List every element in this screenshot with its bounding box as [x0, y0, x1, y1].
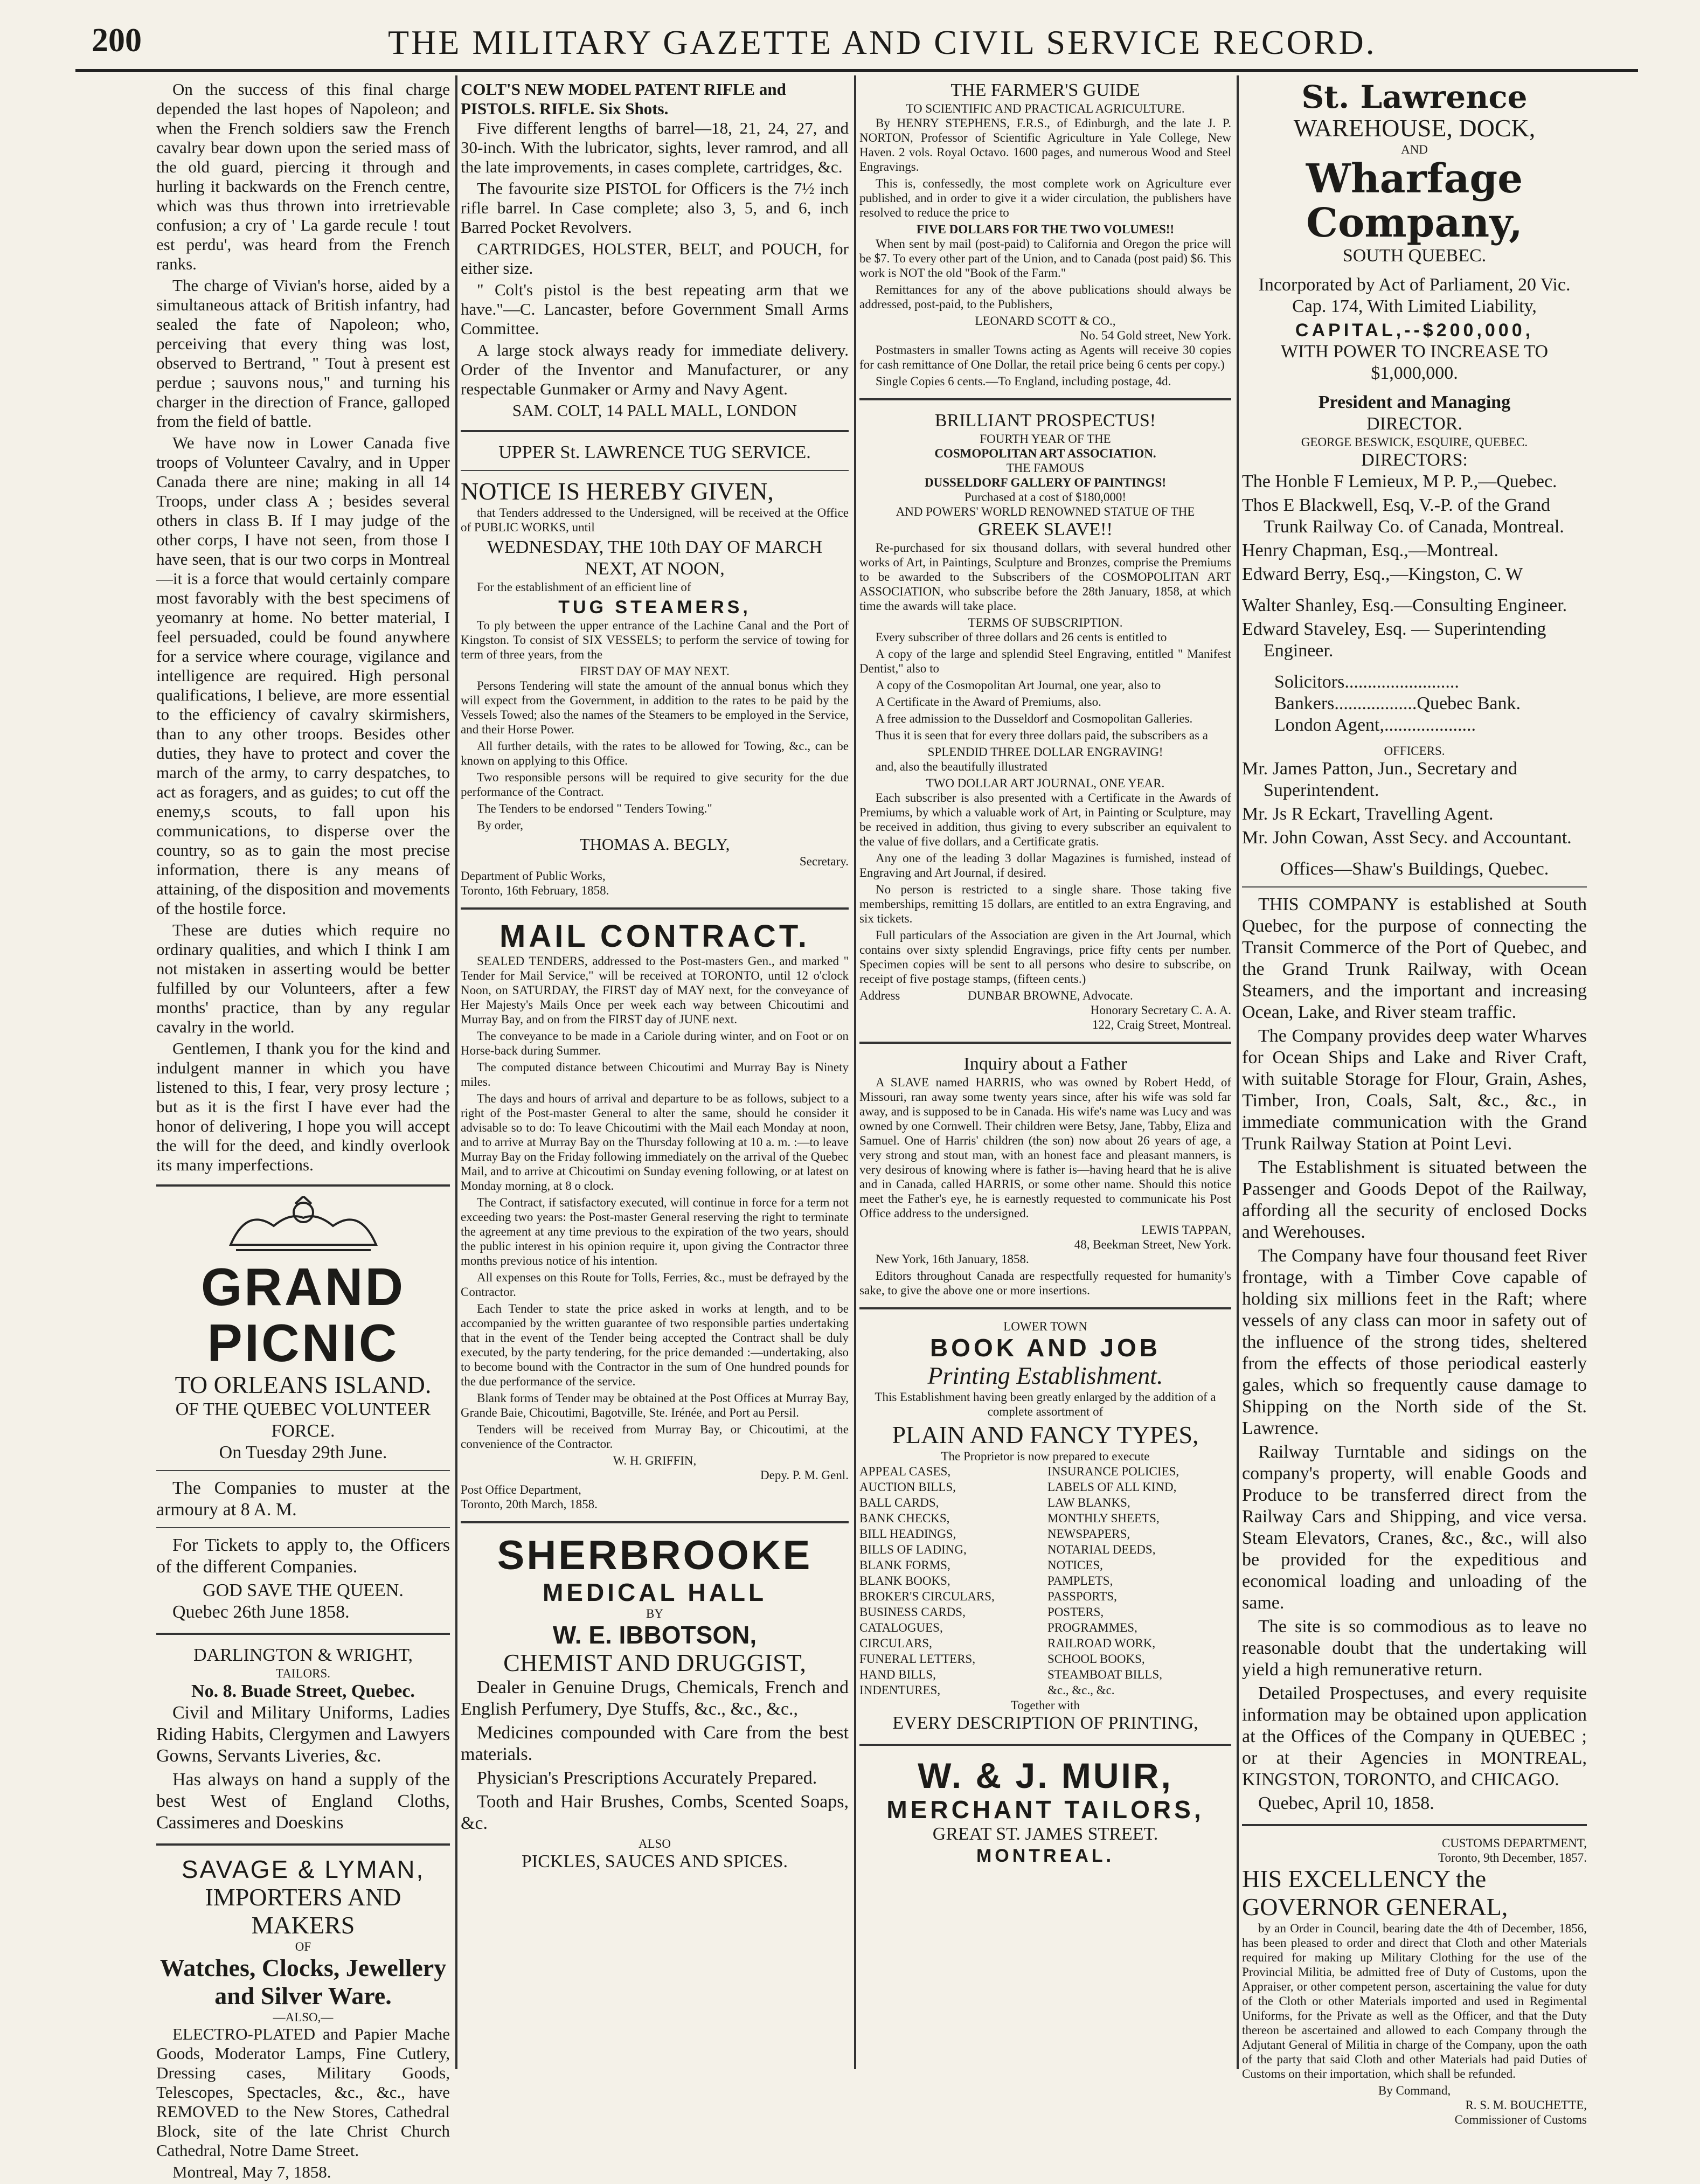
picnic-title: GRAND PICNIC: [200, 1257, 406, 1372]
st-lawrence-company-ad: [1242, 80, 1587, 1814]
printing-service-item: LABELS OF ALL KIND,: [1047, 1480, 1177, 1494]
stlaw-and: AND: [1401, 143, 1428, 156]
divider: [859, 398, 1231, 400]
customs-signature: R. S. M. BOUCHETTE,: [1465, 2098, 1587, 2112]
divider: [156, 1633, 450, 1635]
father-signature: LEWIS TAPPAN,: [1141, 1223, 1231, 1237]
customs-p1: by an Order in Council, bearing date the 4th of December, 1856, has been pleased to order and direct that Cloth and other Materials required for making up Military Clothing for the use of the Provincial Militia, be admitted free of Duty of Customs, upon the Appraiser, or other competent person, ascertaining the value for duty of the Cloth or other Materials imported and used in Regimental Uniforms, for the Private as well as the Officer, and that the Duty thereon be ascertained and allowed to each Company through the Adjutant General of Militia in charge of the Company, upon the oath of the party that said Cloth and other Materials had paid Duties of Customs on their importation, which shall be refunded.: [1242, 1922, 1587, 2081]
speech-article: [156, 80, 450, 1175]
stlaw-p3: The Establishment is situated between the Passenger and Goods Depot of the Railway, affording all the security of enclosed Docks and Werehouses.: [1242, 1157, 1587, 1242]
art-association: COSMOPOLITAN ART ASSOCIATION.: [934, 447, 1156, 460]
divider: [461, 907, 849, 910]
stlaw-p7: Detailed Prospectuses, and every requisite information may be obtained upon application at the Offices of the Company in QUEBEC ; or at their Agencies in MONTREAL, KINGSTON, TORONTO, and CHICAGO.: [1242, 1683, 1587, 1790]
header-rule: [75, 69, 1638, 72]
picnic-destination: TO ORLEANS ISLAND.: [175, 1371, 432, 1398]
column-rule: [455, 75, 457, 2069]
divider: [156, 1843, 450, 1846]
picnic-dateline: Quebec 26th June 1858.: [172, 1602, 350, 1622]
picnic-organizer: OF THE QUEBEC VOLUNTEER FORCE.: [175, 1399, 431, 1441]
art-association-ad: [859, 410, 1231, 1032]
mail-p6: All expenses on this Route for Tolls, Ferries, &c., must be defrayed by the Contractor.: [461, 1271, 849, 1299]
mail-p8: Blank forms of Tender may be obtained at the Post Offices at Murray Bay, Grande Baie, Chicoutimi, Bagotville, Ste. Irénée, and Port au Persil.: [461, 1391, 849, 1419]
printing-service-item: NEWSPAPERS,: [1047, 1527, 1130, 1541]
director-entry: Henry Chapman, Esq.,—Montreal.: [1242, 540, 1498, 560]
art-p3: A copy of the large and splendid Steel Engraving, entitled " Manifest Dentist," also to: [859, 647, 1231, 675]
divider: [859, 1307, 1231, 1309]
tug-notice: NOTICE IS HEREBY GIVEN,: [461, 477, 774, 505]
printing-service-item: BILL HEADINGS,: [859, 1527, 956, 1541]
printing-types: PLAIN AND FANCY TYPES,: [892, 1421, 1199, 1448]
printing-lower-town: LOWER TOWN: [1003, 1320, 1087, 1333]
farmer-p6: Single Copies 6 cents.—To England, including postage, 4d.: [876, 375, 1171, 388]
divider: [156, 1184, 450, 1187]
divider: [156, 1470, 450, 1471]
tug-order: By order,: [477, 819, 523, 832]
art-p12: Full particulars of the Association are given in the Art Journal, which contains over sixty splendid Engravings, price fifty cents per number. Specimen copies will be sent to all persons who desire to subscribe, on receipt of five postage stamps, (fifteen cents.): [859, 928, 1231, 986]
tug-p2: For the establishment of an efficient line of: [477, 580, 691, 594]
savage-also: —ALSO,—: [273, 2010, 334, 2024]
colt-ad: [461, 80, 849, 420]
colt-p1: Five different lengths of barrel—18, 21, 24, 27, and 30-inch. With the lubricator, sights, lever ramrod, and all the late improvements, in cases complete, cartridges, &c.: [461, 119, 849, 176]
stlaw-dateline: Quebec, April 10, 1858.: [1258, 1793, 1434, 1813]
divider: [461, 1521, 849, 1523]
printing-service-item: NOTARIAL DEEDS,: [1047, 1543, 1156, 1556]
stlaw-incorp: Incorporated by Act of Parliament, 20 Vic. Cap. 174, With Limited Liability,: [1258, 275, 1571, 316]
father-dateline: New York, 16th January, 1858.: [876, 1252, 1029, 1266]
printing-service-item: BLANK FORMS,: [859, 1558, 950, 1572]
art-journal: TWO DOLLAR ART JOURNAL, ONE YEAR.: [926, 776, 1165, 790]
printing-service-item: BUSINESS CARDS,: [859, 1605, 966, 1619]
art-p8: and, also the beautifully illustrated: [876, 760, 1047, 773]
printing-service-item: BANK CHECKS,: [859, 1512, 950, 1525]
savage-name: SAVAGE & LYMAN,: [181, 1855, 425, 1883]
printing-service-item: INDENTURES,: [859, 1683, 941, 1697]
farmer-signature: LEONARD SCOTT & CO.,: [975, 314, 1116, 328]
director-entry: Thos E Blackwell, Esq, V.-P. of the Grand Trunk Railway Co. of Canada, Montreal.: [1242, 495, 1564, 537]
page-number: 200: [92, 22, 142, 59]
picnic-date: On Tuesday 29th June.: [219, 1443, 387, 1462]
colt-p3: CARTRIDGES, HOLSTER, BELT, and POUCH, for either size.: [461, 239, 849, 278]
colt-p5: A large stock always ready for immediate delivery. Order of the Inventor and Manufacturer, or any respectable Gunmaker or Army and Navy Agent.: [461, 341, 849, 398]
father-sig-address: 48, Beekman Street, New York.: [1074, 1238, 1231, 1251]
printing-service-item: LAW BLANKS,: [1047, 1496, 1130, 1509]
divider: [461, 430, 849, 432]
printing-every: EVERY DESCRIPTION OF PRINTING,: [892, 1713, 1198, 1733]
darlington-stock: Has always on hand a supply of the best West of England Cloths, Cassimeres and Doeskins: [156, 1770, 450, 1833]
stlaw-p4: The Company have four thousand feet River frontage, with a Timber Cove capable of holding six millions feet in the Raft; where vessels of any class can moor in safety out of the influence of the strong tides, sheltered from the effects of those periodical easterly gales, which so frequently cause damage to Shipping on the North side of the St. Lawrence.: [1242, 1246, 1587, 1438]
father-inquiry-ad: [859, 1053, 1231, 1298]
stlaw-london-agent: London Agent,....................: [1274, 715, 1476, 735]
farmer-title: THE FARMER'S GUIDE: [950, 80, 1140, 100]
stlaw-line2: WAREHOUSE, DOCK,: [1293, 114, 1536, 142]
art-signature-block: [859, 988, 1231, 1003]
printing-service-item: BALL CARDS,: [859, 1496, 939, 1509]
masthead: THE MILITARY GAZETTE AND CIVIL SERVICE RECORD.: [388, 23, 1377, 61]
farmer-p5: Postmasters in smaller Towns acting as Agents will receive 30 copies for cash remittance of One Dollar, the retail price being 6 cents per copy.): [859, 343, 1231, 371]
muir-trade: MERCHANT TAILORS,: [886, 1795, 1204, 1824]
column-rule: [854, 75, 856, 2069]
sherbrooke-title: SHERBROOKE: [497, 1533, 813, 1578]
printing-p1: This Establishment having been greatly enlarged by the addition of a complete assortment of: [875, 1390, 1216, 1418]
farmer-p2: This is, confessedly, the most complete work on Agriculture ever published, and in order to give it a wider circulation, the publishers have resolved to reduce the price to: [859, 177, 1231, 219]
tug-dept: Department of Public Works,: [461, 869, 606, 883]
farmer-sub: TO SCIENTIFIC AND PRACTICAL AGRICULTURE.: [906, 102, 1185, 115]
customs-notice: [1242, 1836, 1587, 2127]
printing-sub: Printing Establishment.: [927, 1362, 1163, 1389]
printing-title: BOOK AND JOB: [929, 1334, 1161, 1362]
muir-street: GREAT ST. JAMES STREET.: [932, 1824, 1158, 1844]
stlaw-p2: The Company provides deep water Wharves for Ocean Ships and Lake and River Craft, with suitable Storage for Flour, Grain, Ashes, Timber, Iron, Coals, Salt, &c., &c., in immediate communication with the Grand Trunk Railway Station at Point Levi.: [1242, 1026, 1587, 1154]
art-engraving: SPLENDID THREE DOLLAR ENGRAVING!: [927, 745, 1163, 759]
mail-contract-ad: [461, 919, 849, 1512]
savage-line2: Watches, Clocks, Jewellery and Silver Ware.: [159, 1954, 447, 2009]
farmer-p1: By HENRY STEPHENS, F.R.S., of Edinburgh, and the late J. P. NORTON, Professor of Scientific Agriculture in Yale College, New Haven. 2 vols. Royal Octavo. 1600 pages, and numerous Wood and Steel Engravings.: [859, 116, 1231, 174]
colt-p4: " Colt's pistol is the best repeating arm that we have."—C. Lancaster, before Government Small Arms Committee.: [461, 280, 849, 338]
printing-service-item: POSTERS,: [1047, 1605, 1104, 1619]
farmers-guide-ad: [859, 80, 1231, 389]
column-rule: [1237, 75, 1239, 2069]
tug-first: FIRST DAY OF MAY NEXT.: [580, 664, 730, 678]
mail-signature: W. H. GRIFFIN,: [613, 1454, 697, 1467]
stlaw-beswick: GEORGE BESWICK, ESQUIRE, QUEBEC.: [1301, 435, 1528, 449]
stlaw-officers: OFFICERS.: [1384, 744, 1445, 758]
paragraph: The charge of Vivian's horse, aided by a simultaneous attack of British infantry, had sealed the fate of Napoleon; who, perceiving that every thing was lost, observed to Bertrand, " Tout à present est perdue ; sauvons nous," and turning his charger in the direction of France, galloped from the field of battle.: [156, 276, 450, 431]
mail-sig-title: Depy. P. M. Genl.: [760, 1468, 849, 1482]
sherbrooke-role: CHEMIST AND DRUGGIST,: [503, 1649, 806, 1676]
art-gallery: DUSSELDORF GALLERY OF PAINTINGS!: [925, 476, 1166, 489]
printing-services-list: [859, 1464, 1231, 1698]
colt-signature: SAM. COLT, 14 PALL MALL, LONDON: [512, 401, 797, 420]
printing-ad: [859, 1319, 1231, 1734]
art-and: AND POWERS' WORLD RENOWNED STATUE OF THE: [896, 505, 1195, 518]
stlaw-p5: Railway Turntable and sidings on the company's property, will enable Goods and Produce to be transferred direct from the Railway Cars and Shipping, and vice versa. Steam Elevators, Cranes, &c., &c., will also be provided for the expeditious and economical loading and unloading of the same.: [1242, 1442, 1587, 1613]
printing-list-left: [859, 1464, 1043, 1698]
picnic-muster: The Companies to muster at the armoury at 8 A. M.: [156, 1478, 450, 1520]
art-p6: A free admission to the Dusseldorf and Cosmopolitan Galleries.: [876, 712, 1193, 725]
mail-p7: Each Tender to state the price asked in works at length, and to be accompanied by the written guarantee of two responsible parties undertaking that in the event of the Tender being accepted the Contract shall be duly executed, by the party tendering, for the price demanded :—undertaking, also to become bound with the Contractor in the sum of One hundred pounds for the due performance of the service.: [461, 1302, 849, 1388]
director-entry: Edward Berry, Esq.,—Kingston, C. W: [1242, 564, 1523, 584]
mail-p5: The Contract, if satisfactory executed, will continue in force for a term not exceeding two years: the Post-master General reserving the right to terminate the agreement at any time previous to the expiration of the two years, should the public interest in his opinion require it, upon giving the Contractor three months previous notice of his intention.: [461, 1196, 849, 1267]
divider: [1242, 1824, 1587, 1826]
stlaw-title: St. Lawrence: [1301, 79, 1528, 115]
picnic-god-save: GOD SAVE THE QUEEN.: [203, 1580, 404, 1600]
mail-p2: The conveyance to be made in a Cariole during winter, and on Foot or on Horse-back during Summer.: [461, 1029, 849, 1057]
paragraph: Gentlemen, I thank you for the kind and indulgent manner in which you have listened to this, I fear, very prosy lecture ; but as it is the first I have ever had the honor of delivering, I hope you will accept the will for the deed, and kindly overlook its many imperfections.: [156, 1039, 450, 1174]
customs-sig-title: Commissioner of Customs: [1454, 2113, 1587, 2126]
farmer-price: FIVE DOLLARS FOR THE TWO VOLUMES!!: [916, 223, 1175, 236]
tug-p5: All further details, with the rates to be allowed for Towing, &c., can be known on applying to this Office.: [461, 739, 849, 767]
printing-together: Together with: [1010, 1698, 1080, 1712]
stlaw-wharfage: Wharfage Company,: [1306, 156, 1523, 246]
sherbrooke-ad: [461, 1533, 849, 1873]
officer-entry: Mr. James Patton, Jun., Secretary and Superintendent.: [1242, 759, 1517, 800]
printing-service-item: NOTICES,: [1047, 1558, 1103, 1572]
printing-service-item: PAMPLETS,: [1047, 1574, 1113, 1587]
darlington-address: No. 8. Buade Street, Quebec.: [191, 1681, 415, 1701]
sherbrooke-p2: Medicines compounded with Care from the best materials.: [461, 1723, 849, 1764]
picnic-tickets: For Tickets to apply to, the Officers of the different Companies.: [156, 1535, 450, 1577]
paragraph: On the success of this final charge depended the last hopes of Napoleon; and when the French soldiers saw the French cavalry bear down upon the seried mass of the old guard, piercing it through and hurling it backwards on the French centre, which was thus thrown into irretrievable confusion; a cry of ' La garde recule ! tout est perdu', was heard from the French ranks.: [156, 80, 450, 273]
tug-service-ad: [461, 442, 849, 898]
savage-of: OF: [295, 1940, 311, 1953]
stlaw-bankers: Bankers..................Quebec Bank.: [1274, 694, 1521, 713]
tug-p4: Persons Tendering will state the amount of the annual bonus which they will expect from the Government, in addition to the rates to be paid by the Vessels Towed; also the names of the Steamers to be employed in the Service, and their Horse Power.: [461, 679, 849, 736]
muir-city: MONTREAL.: [976, 1846, 1115, 1866]
tug-date: WEDNESDAY, THE 10th DAY OF MARCH NEXT, AT NOON,: [487, 537, 823, 579]
printing-service-item: FUNERAL LETTERS,: [859, 1652, 976, 1666]
printing-service-item: HAND BILLS,: [859, 1668, 936, 1681]
stlaw-capital: CAPITAL,--$200,000,: [1295, 320, 1534, 341]
art-terms: TERMS OF SUBSCRIPTION.: [968, 616, 1123, 629]
printing-service-item: CIRCULARS,: [859, 1637, 932, 1650]
customs-dateline: Toronto, 9th December, 1857.: [1438, 1851, 1587, 1864]
colt-title: COLT'S NEW MODEL PATENT RIFLE and PISTOLS. RIFLE. Six Shots.: [461, 80, 786, 118]
art-p1: Re-purchased for six thousand dollars, with several hundred other works of Art, in Paintings, Sculpture and Bronzes, comprise the Premiums to be awarded to the Subscribers of the COSMOPOLITAN ART ASSOCIATION, who subscribe before the 28th January, 1858, at which time the awards will take place.: [859, 541, 1231, 613]
column-2: [461, 80, 849, 1873]
divider: [461, 470, 849, 471]
art-address-label: Address: [859, 989, 900, 1002]
colt-p2: The favourite size PISTOL for Officers is the 7½ inch rifle barrel. In Case complete; also 3, 5, and 6, inch Barred Pocket Revolvers.: [461, 179, 849, 237]
tug-signature: THOMAS A. BEGLY,: [579, 835, 730, 854]
father-title: Inquiry about a Father: [963, 1054, 1127, 1074]
stlaw-south: SOUTH QUEBEC.: [1342, 246, 1487, 266]
printing-service-item: BILLS OF LADING,: [859, 1543, 967, 1556]
art-p10: Any one of the leading 3 dollar Magazines is furnished, instead of Engraving and Art Journal, if desired.: [859, 851, 1231, 879]
printing-service-item: INSURANCE POLICIES,: [1047, 1465, 1179, 1478]
art-p11: No person is restricted to a single share. Those taking five memberships, remitting 15 dollars, are entitled to an extra Engraving, and six tickets.: [859, 883, 1231, 925]
officer-entry: Mr. Js R Eckart, Travelling Agent.: [1242, 804, 1494, 824]
stlaw-p6: The site is so commodious as to leave no reasonable doubt that the undertaking will yield a high remunerative return.: [1242, 1617, 1587, 1680]
divider: [859, 1744, 1231, 1746]
art-sig-address: 122, Craig Street, Montreal.: [1092, 1018, 1231, 1031]
tug-p3: To ply between the upper entrance of the Lachine Canal and the Port of Kingston. To consist of SIX VESSELS; to perform the service of towing for term of three years, from the: [461, 619, 849, 661]
printing-service-item: BROKER'S CIRCULARS,: [859, 1590, 995, 1603]
paragraph: We have now in Lower Canada five troops of Volunteer Cavalry, and in Upper Canada there are nine; making in all 14 Troops, under class A ; besides several others in class B. If I may judge of the other corps, I have not seen, from those I have seen, that is our two corps in Montreal—it is a force that would certainly compare most favorably with the best specimens of yeomanry at home. No better material, I feel persuaded, could be found anywhere for a service where courage, vigilance and intelligence are required. High personal qualifications, I believe, are more essential to the efficiency of cavalry skirmishers, than to any other troops. Besides other duties, they have to protect and cover the march of the army, to carry despatches, to act as foragers, and as guides; to cut off the enemy,s scouts, to fall upon his communications, to disperse over the country, so as to gain the most precise information, there is any means of attaining, of the disposition and movements of the hostile force.: [156, 433, 450, 918]
mail-title: MAIL CONTRACT.: [499, 919, 810, 954]
printing-list-right: [1047, 1464, 1231, 1698]
engineer-consulting: Walter Shanley, Esq.—Consulting Engineer.: [1242, 595, 1567, 615]
printing-service-item: MONTHLY SHEETS,: [1047, 1512, 1160, 1525]
printing-service-item: CATALOGUES,: [859, 1621, 943, 1634]
farmer-p4: Remittances for any of the above publications should always be addressed, post-paid, to the Publishers,: [859, 283, 1231, 311]
paragraph: These are duties which require no ordinary qualities, and which I think I am not mistaken in asserting would be better fulfilled by our Volunteers, after a few months' practice, than by any regular cavalry in the world.: [156, 920, 450, 1036]
art-greek-slave: GREEK SLAVE!!: [978, 519, 1113, 539]
mail-p9: Tenders will be received from Murray Bay, or Chicoutimi, at the convenience of the Contractor.: [461, 1423, 849, 1451]
art-signature: DUNBAR BROWNE, Advocate.: [968, 989, 1133, 1002]
tug-dateline: Toronto, 16th February, 1858.: [461, 884, 609, 897]
divider: [859, 1042, 1231, 1044]
mail-p4: The days and hours of arrival and departure to be as follows, subject to a right of the Post-master General to alter the same, should he consider it advisable so to do: To leave Chicoutimi with the Mail each Monday at noon, and to arrive at Murray Bay on the Thursday following at 10 a. m. :—to leave Murray Bay on the Friday following immediately on the arrival of the Quebec Mail, and to arrive at Chicoutimi on Sunday evening following, or at latest on Monday morning, at 8 o clock.: [461, 1092, 849, 1192]
muir-ad: [859, 1756, 1231, 1867]
tug-sig-title: Secretary.: [799, 855, 849, 868]
stlaw-offices: Offices—Shaw's Buildings, Quebec.: [1280, 859, 1549, 879]
officer-entry: Mr. John Cowan, Asst Secy. and Accountant.: [1242, 828, 1572, 848]
sherbrooke-sub: MEDICAL HALL: [542, 1578, 767, 1606]
sherbrooke-p3: Physician's Prescriptions Accurately Prepared.: [477, 1768, 817, 1788]
art-title: BRILLIANT PROSPECTUS!: [934, 411, 1156, 431]
printing-service-item: BLANK BOOKS,: [859, 1574, 950, 1587]
savage-body: ELECTRO-PLATED and Papier Mache Goods, Moderator Lamps, Fine Cutlery, Dressing cases, Military Goods, Telescopes, Spectacles, &c., &c., have REMOVED to the New Stores, Cathedral Block, site of the late Christ Church Cathedral, Notre Dame Street.: [156, 2024, 450, 2160]
stlaw-director: DIRECTOR.: [1366, 414, 1462, 434]
stlaw-p1: THIS COMPANY is established at South Quebec, for the purpose of connecting the Transit Commerce of the Port of Quebec, and the Grand Trunk Railway, with Ocean Steamers, and the important and increasing Ocean, Lake, and River steam traffic.: [1242, 895, 1587, 1022]
art-famous: THE FAMOUS: [1006, 461, 1085, 475]
darlington-trade: TAILORS.: [275, 1667, 331, 1680]
stlaw-directors: DIRECTORS:: [1361, 450, 1468, 470]
sherbrooke-pickles: PICKLES, SAUCES AND SPICES.: [521, 1852, 788, 1871]
mail-p3: The computed distance between Chicoutimi and Murray Bay is Ninety miles.: [461, 1060, 849, 1088]
sherbrooke-p1: Dealer in Genuine Drugs, Chemicals, French and English Perfumery, Dye Stuffs, &c., &c., &c.,: [461, 1677, 849, 1719]
royal-arms-emblem: [214, 1196, 392, 1256]
column-1: [156, 80, 450, 2184]
customs-dept: CUSTOMS DEPARTMENT,: [1441, 1836, 1587, 1850]
tug-steamers: TUG STEAMERS,: [558, 597, 751, 618]
art-p7: Thus it is seen that for every three dollars paid, the subscribers as a: [876, 729, 1208, 742]
divider: [156, 1527, 450, 1528]
art-sig-title: Honorary Secretary C. A. A.: [1090, 1003, 1231, 1017]
column-3: [859, 80, 1231, 1867]
printing-service-item: AUCTION BILLS,: [859, 1480, 956, 1494]
savage-dateline: Montreal, May 7, 1858.: [172, 2162, 331, 2181]
customs-command: By Command,: [1378, 2084, 1451, 2097]
stlaw-power: WITH POWER TO INCREASE TO: [1280, 342, 1549, 362]
grand-picnic-ad: [156, 1196, 450, 1623]
printing-service-item: PROGRAMMES,: [1047, 1621, 1137, 1634]
sherbrooke-p4: Tooth and Hair Brushes, Combs, Scented Soaps, &c.: [461, 1792, 849, 1833]
printing-service-item: RAILROAD WORK,: [1047, 1637, 1156, 1650]
printing-service-item: APPEAL CASES,: [859, 1465, 951, 1478]
tug-p6: Two responsible persons will be required to give security for the due performance of the Contract.: [461, 771, 849, 799]
engineer-superintending: Edward Staveley, Esq. — Superintending Engineer.: [1242, 619, 1546, 661]
art-p9: Each subscriber is also presented with a Certificate in the Awards of Premiums, by which a valuable work of Art, in Painting or Sculpture, may be received in addition, thus giving to every subscriber an equivalent to the value of five dollars, and a Certificate gratis.: [859, 791, 1231, 848]
stlaw-president: President and Managing: [1318, 392, 1511, 412]
darlington-name: DARLINGTON & WRIGHT,: [193, 1645, 413, 1665]
sherbrooke-by: BY: [646, 1607, 663, 1620]
savage-lyman-ad: [156, 1855, 450, 2182]
art-p5: A Certificate in the Award of Premiums, also.: [876, 695, 1101, 709]
director-entry: The Honble F Lemieux, M P. P.,—Quebec.: [1242, 472, 1557, 491]
tug-p7: The Tenders to be endorsed " Tenders Towing.": [477, 802, 712, 815]
mail-dateline: Toronto, 20th March, 1858.: [461, 1497, 598, 1511]
printing-service-item: &c., &c., &c.: [1047, 1683, 1115, 1697]
customs-title: HIS EXCELLENCY the GOVERNOR GENERAL,: [1242, 1865, 1508, 1920]
page-header: [75, 22, 1638, 65]
muir-name: W. & J. MUIR,: [918, 1756, 1173, 1795]
column-4: [1242, 80, 1587, 2127]
stlaw-solicitors: Solicitors.........................: [1274, 672, 1459, 692]
father-p2: Editors throughout Canada are respectfully requested for humanity's sake, to give the above one or more insertions.: [859, 1269, 1231, 1297]
divider: [1242, 886, 1587, 888]
darlington-body: Civil and Military Uniforms, Ladies Riding Habits, Clergymen and Lawyers Gowns, Servants Liveries, &c.: [156, 1703, 450, 1766]
darlington-ad: [156, 1645, 450, 1834]
farmer-sig-address: No. 54 Gold street, New York.: [1080, 329, 1231, 342]
tug-title: UPPER St. LAWRENCE TUG SERVICE.: [498, 442, 811, 462]
printing-service-item: PASSPORTS,: [1047, 1590, 1117, 1603]
mail-dept: Post Office Department,: [461, 1483, 581, 1496]
art-purchased: Purchased at a cost of $180,000!: [964, 490, 1127, 504]
tug-p1: that Tenders addressed to the Undersigned, will be received at the Office of PUBLIC WORKS, until: [461, 506, 849, 534]
stlaw-million: $1,000,000.: [1371, 363, 1458, 383]
art-year: FOURTH YEAR OF THE: [980, 432, 1111, 446]
savage-line1: IMPORTERS AND MAKERS: [205, 1883, 401, 1939]
mail-p1: SEALED TENDERS, addressed to the Post-masters Gen., and marked " Tender for Mail Service," will be received at TORONTO, until 12 o'clock Noon, on SATURDAY, the FIRST day of MAY next, for the conveyance of Her Majesty's Mails Once per week each way between Chicoutimi and Murray Bay, and on from the FIRST day of JUNE next.: [461, 954, 849, 1026]
sherbrooke-name: W. E. IBBOTSON,: [552, 1621, 757, 1649]
art-p2: Every subscriber of three dollars and 26 cents is entitled to: [876, 630, 1167, 644]
printing-service-item: STEAMBOAT BILLS,: [1047, 1668, 1162, 1681]
sherbrooke-also: ALSO: [638, 1837, 671, 1850]
printing-prepared: The Proprietor is now prepared to execute: [941, 1450, 1150, 1463]
farmer-p3: When sent by mail (post-paid) to California and Oregon the price will be $7. To every other part of the Union, and to Canada (post paid) $6. This work is NOT the old "Book of the Farm.": [859, 237, 1231, 280]
printing-service-item: SCHOOL BOOKS,: [1047, 1652, 1145, 1666]
father-p1: A SLAVE named HARRIS, who was owned by Robert Hedd, of Missouri, ran away some twenty years since, after his wife was sold far away, and is supposed to be in Canada. His wife's name was Lucy and was owned by one Cornwell. Their children were Betsy, Jane, Tabby, Eliza and Samuel. One of Harris' children (the son) now about 26 years of age, a very strong and stout man, with an honest face and pleasant manners, is very desirous of knowing where is father is—having heard that he is alive and in Canada, called HARRIS, or some other name. Should this notice meet the Father's eye, he is earnestly requested to communicate his Post Office address to the undersigned.: [859, 1076, 1231, 1220]
art-p4: A copy of the Cosmopolitan Art Journal, one year, also to: [876, 678, 1161, 692]
